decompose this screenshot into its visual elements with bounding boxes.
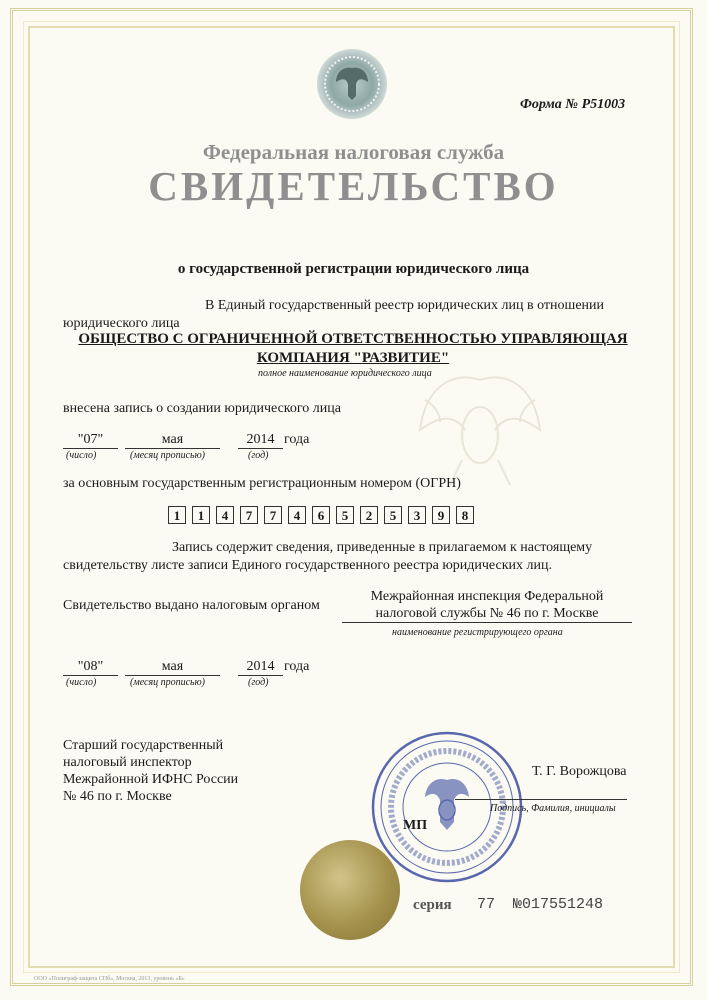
serial-series: 77 (477, 896, 496, 913)
ogrn-digit: 8 (456, 506, 474, 524)
date2-day: "08" (63, 659, 118, 676)
printer-imprint: ООО «Полиграф-защита СПб», Москва, 2013, уровень «Б» (34, 976, 185, 982)
signature-line (455, 799, 627, 800)
date2-day-caption: (число) (66, 677, 97, 688)
seal-place-label: МП (403, 818, 428, 833)
form-number: Форма № Р51003 (520, 97, 626, 112)
serial-value (477, 896, 603, 913)
company-name-line-1: ОБЩЕСТВО С ОГРАНИЧЕННОЙ ОТВЕТСТВЕННОСТЬЮ УПРАВЛЯЮЩАЯ (78, 331, 628, 347)
serial-number: №017551248 (513, 896, 604, 913)
gold-seal-icon (300, 840, 400, 940)
ogrn-digit: 6 (312, 506, 330, 524)
state-emblem-icon (316, 48, 388, 120)
company-name (63, 330, 643, 368)
ogrn-digit: 7 (240, 506, 258, 524)
date1-month-caption: (месяц прописью) (130, 450, 205, 461)
ogrn-digit: 1 (192, 506, 210, 524)
intro-line-2: юридического лица (63, 316, 180, 331)
ogrn-digit: 7 (264, 506, 282, 524)
ogrn-digit: 5 (384, 506, 402, 524)
date1-year-word: года (284, 432, 310, 447)
ogrn-digit: 4 (216, 506, 234, 524)
date2-year-word: года (284, 659, 310, 674)
ogrn-digit: 9 (432, 506, 450, 524)
issuer-name-line-2: налоговой службы № 46 по г. Москве (342, 606, 632, 623)
document-title: СВИДЕТЕЛЬСТВО (148, 163, 559, 209)
document-subtitle: о государственной регистрации юридического лица (177, 261, 530, 277)
date1-year: 2014 (238, 432, 283, 449)
ogrn-digit: 3 (408, 506, 426, 524)
ogrn-digit: 4 (288, 506, 306, 524)
date2-year: 2014 (238, 659, 283, 676)
eagle-watermark-icon (410, 360, 550, 490)
date2-year-caption: (год) (248, 677, 269, 688)
signatory-position (63, 737, 238, 805)
note-line-1: Запись содержит сведения, приведенные в прилагаемом к настоящему (172, 540, 593, 555)
signatory-line-1: Старший государственный (63, 738, 224, 753)
ogrn-digit: 2 (360, 506, 378, 524)
signature-caption: Подпись, Фамилия, инициалы (490, 803, 616, 814)
date2-month: мая (125, 659, 220, 676)
date2-month-caption: (месяц прописью) (130, 677, 205, 688)
ogrn-digit: 1 (168, 506, 186, 524)
date1-year-caption: (год) (248, 450, 269, 461)
agency-name: Федеральная налоговая служба (202, 140, 505, 164)
company-name-caption: полное наименование юридического лица (258, 368, 432, 379)
signatory-line-4: № 46 по г. Москве (63, 789, 172, 804)
record-text: внесена запись о создании юридического лица (63, 401, 341, 416)
date1-month: мая (125, 432, 220, 449)
date1-day: "07" (63, 432, 118, 449)
date1-day-caption: (число) (66, 450, 97, 461)
intro-line-1: В Единый государственный реестр юридических лиц в отношении (205, 298, 605, 313)
note-line-2: свидетельству листе записи Единого государственного реестра юридических лиц. (63, 558, 552, 573)
signatory-name: Т. Г. Ворожцова (532, 764, 627, 779)
company-name-line-2: КОМПАНИЯ "РАЗВИТИЕ" (256, 350, 450, 366)
issuer-caption: наименование регистрирующего органа (392, 627, 563, 638)
serial-label: серия (413, 897, 452, 913)
signatory-line-2: налоговый инспектор (63, 755, 192, 770)
ogrn-digit: 5 (336, 506, 354, 524)
signatory-line-3: Межрайонной ИФНС России (63, 772, 239, 787)
issuer-label: Свидетельство выдано налоговым органом (63, 598, 320, 613)
issuer-name-line-1: Межрайонная инспекция Федеральной (370, 589, 604, 604)
ogrn-label: за основным государственным регистрационным номером (ОГРН) (63, 476, 461, 491)
